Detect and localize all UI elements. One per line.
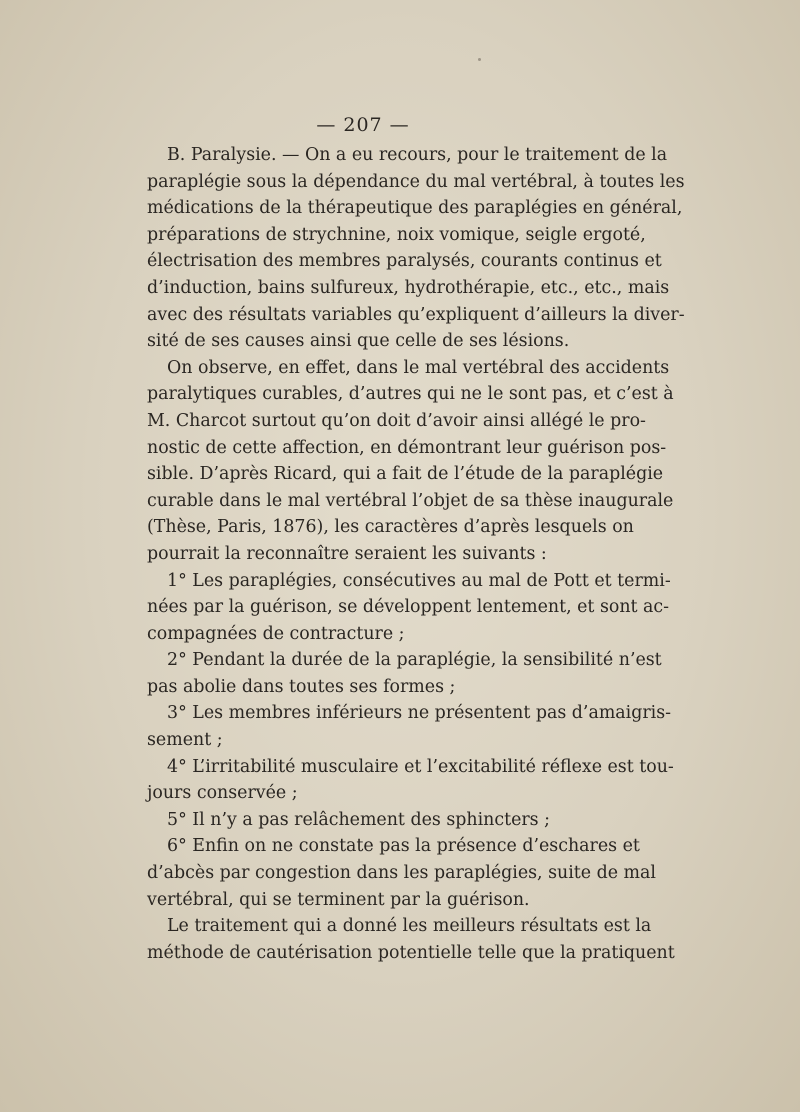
page-number: — 207 —: [316, 114, 410, 136]
text-line: M. Charcot surtout qu’on doit d’avoir ainsi allégé le pro-: [147, 410, 646, 431]
text-line: d’abcès par congestion dans les paraplégies, suite de mal: [147, 863, 656, 884]
text-line: sement ;: [147, 730, 223, 751]
text-line: 5° Il n’y a pas relâchement des sphincters ;: [167, 809, 550, 830]
text-line: 3° Les membres inférieurs ne présentent pas d’amaigris-: [167, 703, 672, 724]
text-line: méthode de cautérisation potentielle telle que la pratiquent: [147, 942, 675, 963]
text-line: vertébral, qui se terminent par la guérison.: [147, 889, 530, 910]
text-line: B. Paralysie. — On a eu recours, pour le traitement de la: [167, 145, 668, 165]
text-line: nostic de cette affection, en démontrant leur guérison pos-: [147, 437, 667, 458]
text-line: sible. D’après Ricard, qui a fait de l’étude de la paraplégie: [147, 464, 664, 485]
text-line: nées par la guérison, se développent lentement, et sont ac-: [147, 597, 670, 618]
text-line: curable dans le mal vertébral l’objet de sa thèse inaugurale: [147, 490, 674, 511]
text-line: d’induction, bains sulfureux, hydrothérapie, etc., etc., mais: [147, 277, 670, 298]
text-line: paralytiques curables, d’autres qui ne le sont pas, et c’est à: [147, 384, 674, 405]
text-line: électrisation des membres paralysés, courants continus et: [147, 251, 662, 272]
text-line: (Thèse, Paris, 1876), les caractères d’après lesquels on: [147, 517, 634, 538]
text-line: Le traitement qui a donné les meilleurs résultats est la: [167, 916, 652, 937]
text-line: préparations de strychnine, noix vomique, seigle ergoté,: [147, 224, 646, 245]
text-line: 2° Pendant la durée de la paraplégie, la sensibilité n’est: [167, 650, 662, 671]
text-line: 6° Enfin on ne constate pas la présence d’eschares et: [167, 836, 640, 857]
text-line: 4° L’irritabilité musculaire et l’excitabilité réflexe est tou-: [167, 756, 674, 777]
text-line: 1° Les paraplégies, consécutives au mal de Pott et termi-: [167, 570, 671, 591]
body-text: [147, 142, 685, 966]
text-line: pas abolie dans toutes ses formes ;: [147, 676, 456, 697]
text-line: avec des résultats variables qu’expliquent d’ailleurs la diver-: [147, 304, 685, 325]
text-line: médications de la thérapeutique des paraplégies en général,: [147, 198, 683, 219]
text-line: pourrait la reconnaître seraient les suivants :: [147, 543, 547, 564]
ink-speck: [478, 58, 481, 61]
text-line: On observe, en effet, dans le mal vertébral des accidents: [167, 357, 670, 378]
text-line: jours conservée ;: [147, 783, 298, 804]
text-line: paraplégie sous la dépendance du mal vertébral, à toutes les: [147, 171, 685, 192]
text-line: sité de ses causes ainsi que celle de ses lésions.: [147, 331, 570, 352]
text-line: compagnées de contracture ;: [147, 623, 405, 644]
